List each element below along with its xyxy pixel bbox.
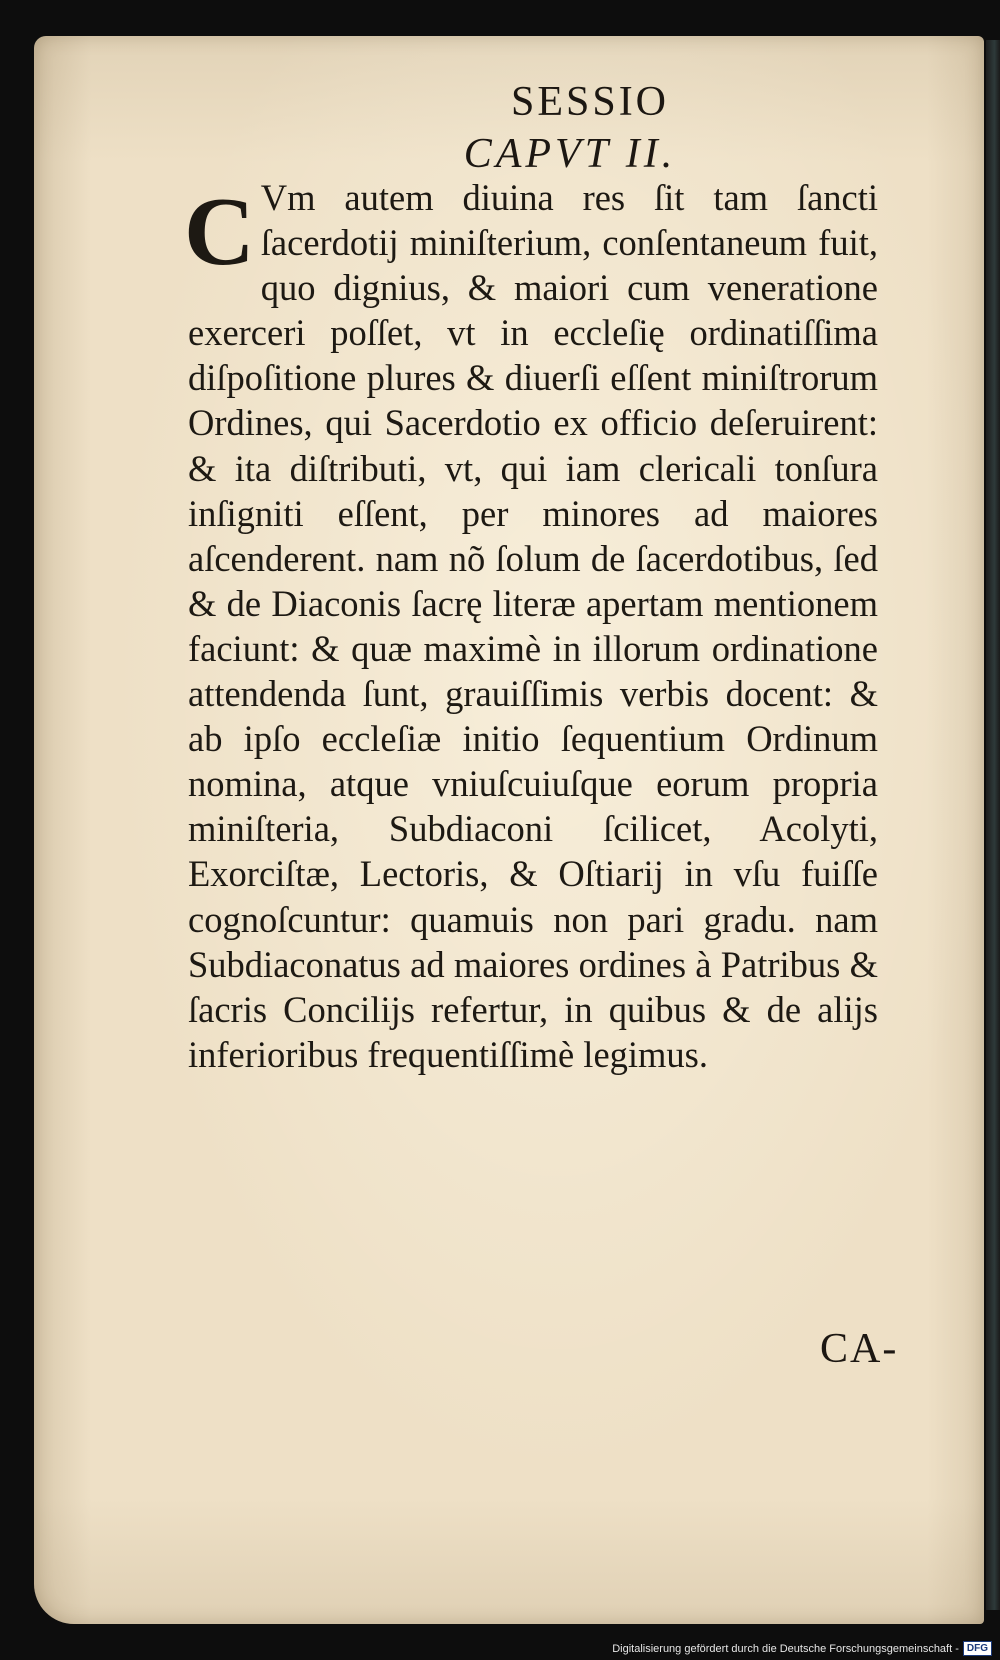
chapter-body [184,175,878,1077]
chapter-title: CAPVT II. [463,131,677,177]
digitization-credit [612,1641,992,1656]
credit-text: Digitalisierung gefördert durch die Deutsche Forschungsgemeinschaft - [612,1642,959,1655]
body-paragraph: Vm autem diuina res ſit tam ſancti ſacerdotij miniſterium, conſentaneum fuit, quo dignius, & maiori cum veneratione exerceri poſſet, vt in eccleſię ordinatiſſima diſpoſitione plures & diuerſi eſſent miniſtrorum Ordines, qui Sacerdotio ex officio deſeruirent: & ita diſtributi, vt, qui iam clericali tonſura inſigniti eſſent, per minores ad maiores aſcenderent. nam nõ ſolum de ſacerdotibus, ſed & de Diaconis ſacrę literæ apertam mentionem faciunt: & quæ maximè in illorum ordinatione attendenda ſunt, grauiſſimis verbis docent: & ab ipſo eccleſiæ initio ſequentium Ordinum nomina, atque vniuſcuiuſque eorum propria miniſteria, Subdiaconi ſcilicet, Acolyti, Exorciſtæ, Lectoris, & Oſtiarij in vſu fuiſſe cognoſcuntur: quamuis non pari gradu. nam Subdiaconatus ad maiores ordines à Patribus & ſacris Concilijs refertur, in quibus & de alijs inferioribus frequentiſſimè legimus. [188,177,878,1075]
session-title: SESSIO [510,79,670,125]
catchword: CA- [820,1326,899,1372]
dfg-logo-icon: DFG [963,1641,992,1656]
drop-cap: C [184,178,255,286]
book-edge [986,40,1000,1610]
